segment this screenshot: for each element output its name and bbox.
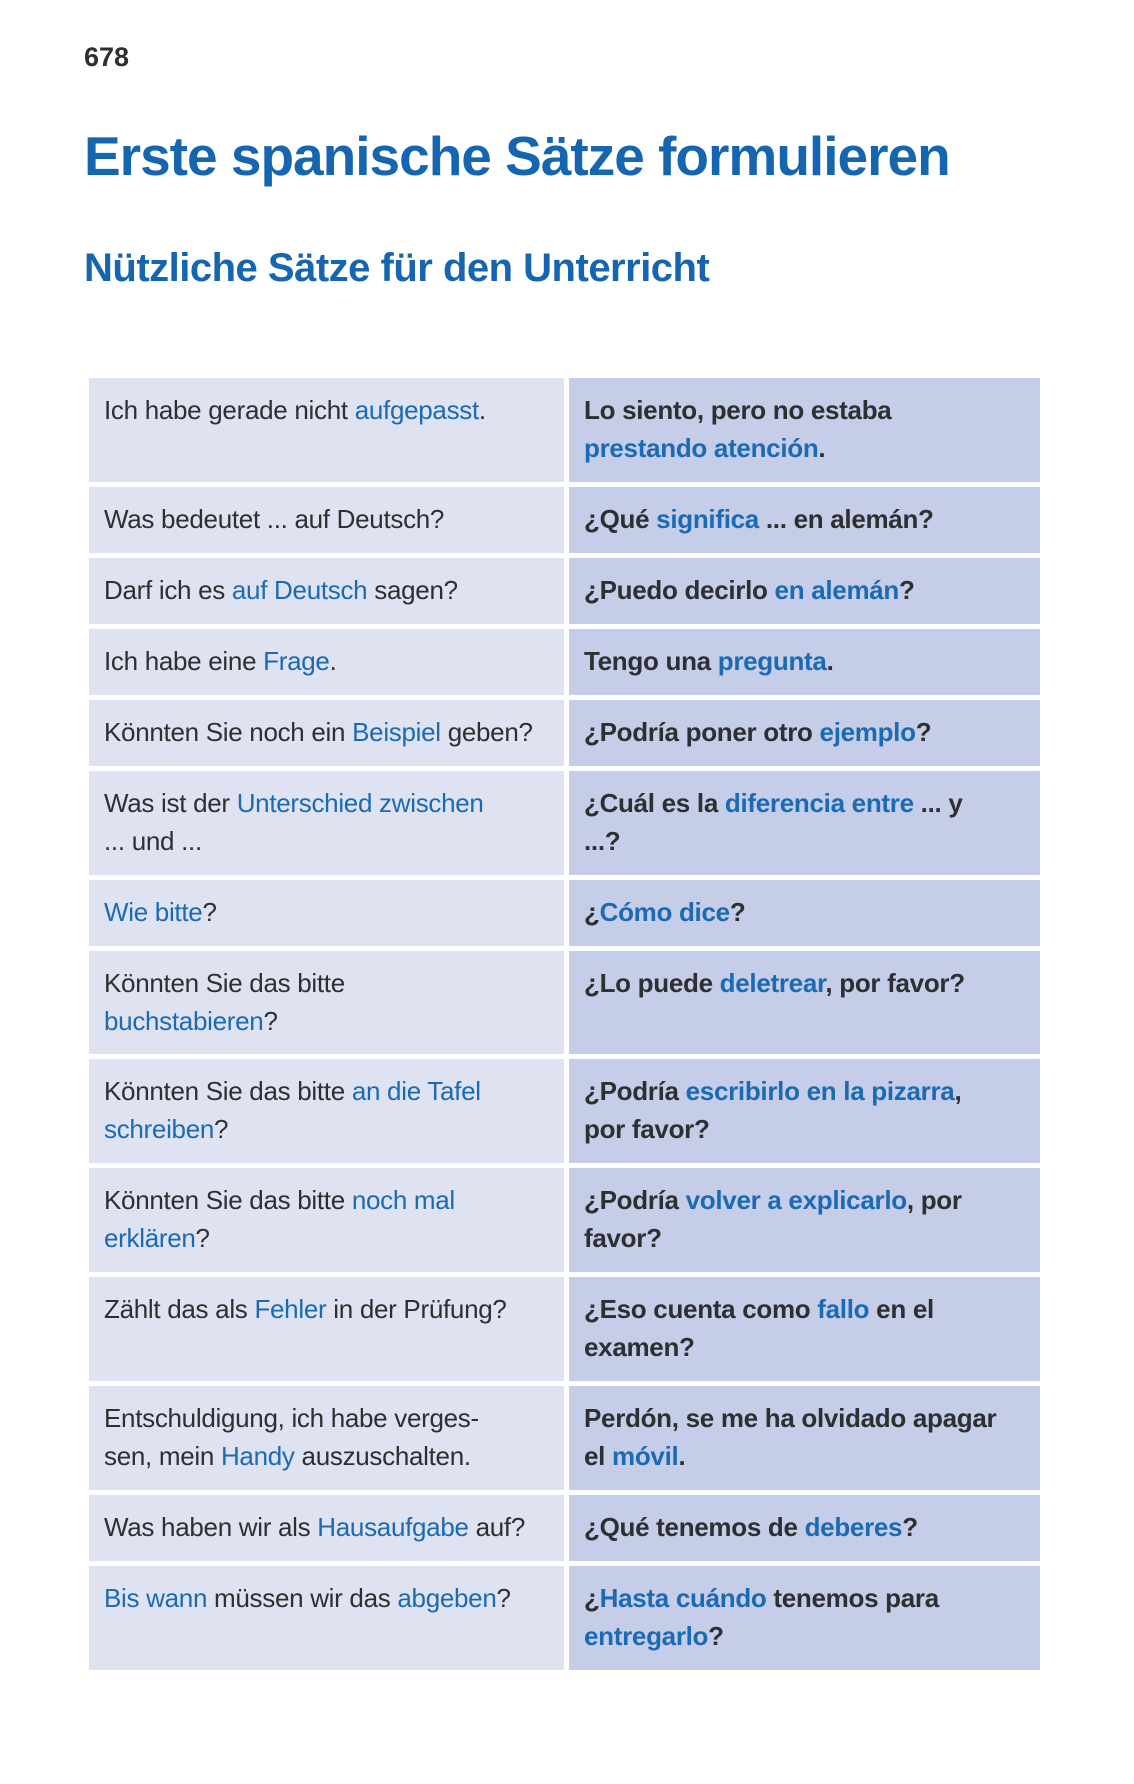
phrase-text: ,: [954, 1076, 962, 1107]
table-row: [89, 378, 1040, 482]
highlighted-word: prestando atención: [584, 432, 819, 463]
phrase-text: ¿Podría poner otro: [584, 716, 820, 747]
table-row: [89, 771, 1040, 875]
phrase-text: Ich habe eine: [104, 645, 264, 676]
phrase-line: [584, 965, 1025, 1003]
phrase-text: tenemos para: [766, 1583, 939, 1614]
phrase-line: [584, 1509, 1025, 1547]
phrase-text: .: [478, 395, 486, 425]
phrase-line: [584, 1580, 1025, 1618]
phrase-text: favor?: [584, 1223, 662, 1254]
phrase-text: ¿Cuál es la: [584, 787, 725, 818]
spanish-phrase-cell: [569, 487, 1040, 553]
german-phrase-cell: [89, 700, 564, 766]
spanish-phrase-cell: [569, 378, 1040, 482]
phrase-text: ¿Eso cuenta como: [584, 1294, 818, 1325]
german-phrase-cell: [89, 378, 564, 482]
phrase-line: [104, 1220, 549, 1258]
phrase-line: [104, 1111, 549, 1149]
highlighted-word: Cómo dice: [599, 896, 730, 927]
highlighted-word: Hasta cuándo: [599, 1583, 767, 1614]
german-phrase-cell: [89, 1059, 564, 1163]
phrase-text: ¿Podría: [584, 1185, 686, 1216]
phrase-line: [584, 572, 1025, 610]
german-phrase-cell: [89, 558, 564, 624]
phrase-text: Was haben wir als: [104, 1512, 318, 1543]
highlighted-word: deletrear: [719, 967, 826, 998]
german-phrase-cell: [89, 1386, 564, 1490]
german-phrase-cell: [89, 1168, 564, 1272]
phrase-line: [104, 1580, 549, 1618]
phrase-text: .: [678, 1441, 686, 1472]
highlighted-word: aufgepasst: [354, 395, 479, 425]
phrase-text: , por: [906, 1185, 962, 1216]
phrase-text: ?: [708, 1621, 724, 1652]
highlighted-word: Wie bitte: [104, 896, 203, 927]
spanish-phrase-cell: [569, 558, 1040, 624]
german-phrase-cell: [89, 951, 564, 1055]
phrase-line: [584, 1438, 1025, 1476]
page-subtitle: Nützliche Sätze für den Unterricht: [84, 246, 710, 290]
phrase-line: [104, 894, 549, 932]
table-row: [89, 487, 1040, 553]
highlighted-word: Handy: [220, 1441, 295, 1472]
highlighted-word: fallo: [817, 1294, 870, 1325]
phrase-text: ?: [729, 896, 746, 927]
phrase-text: Könnten Sie das bitte: [104, 967, 345, 998]
phrase-text: müssen wir das: [207, 1583, 398, 1614]
phrase-text: ¿Podría: [584, 1076, 686, 1107]
table-row: [89, 951, 1040, 1055]
phrase-text: ¿: [584, 1583, 600, 1614]
phrase-line: [584, 643, 1025, 681]
phrase-text: geben?: [440, 716, 533, 747]
phrase-line: [104, 1073, 549, 1111]
phrase-line: [584, 1400, 1025, 1438]
german-phrase-cell: [89, 487, 564, 553]
table-row: [89, 1386, 1040, 1490]
phrase-line: [584, 1182, 1025, 1220]
phrase-line: [584, 823, 1025, 861]
german-phrase-cell: [89, 771, 564, 875]
phrase-text: sagen?: [367, 574, 458, 605]
spanish-phrase-cell: [569, 771, 1040, 875]
highlighted-word: deberes: [804, 1512, 903, 1543]
phrase-text: ¿Qué: [584, 503, 657, 534]
phrase-line: [584, 501, 1025, 539]
phrase-line: [104, 1003, 549, 1041]
phrase-line: [104, 785, 549, 823]
phrase-text: ¿Puedo decirlo: [584, 574, 775, 605]
highlighted-word: Bis wann: [104, 1583, 208, 1614]
page-number: 678: [84, 42, 130, 72]
phrase-line: [104, 1438, 549, 1476]
phrase-line: [584, 1073, 1025, 1111]
phrase-text: ... en alemán?: [758, 503, 934, 534]
phrase-line: [104, 1400, 549, 1438]
phrase-line: [584, 1291, 1025, 1329]
phrase-text: Könnten Sie das bitte: [104, 1185, 352, 1216]
spanish-phrase-cell: [569, 1386, 1040, 1490]
phrase-text: en el: [869, 1294, 934, 1325]
phrase-text: auf?: [468, 1512, 525, 1543]
phrase-text: ¿: [584, 896, 600, 927]
phrase-line: [584, 1618, 1025, 1656]
phrase-text: ... y: [913, 787, 963, 818]
spanish-phrase-cell: [569, 1277, 1040, 1381]
highlighted-word: volver a explicarlo: [685, 1185, 907, 1216]
phrase-text: ?: [195, 1223, 210, 1254]
phrase-line: [584, 894, 1025, 932]
spanish-phrase-cell: [569, 700, 1040, 766]
phrase-text: examen?: [584, 1332, 695, 1363]
phrase-line: [584, 430, 1025, 468]
spanish-phrase-cell: [569, 951, 1040, 1055]
phrase-text: ?: [202, 896, 217, 927]
highlighted-word: entregarlo: [584, 1621, 709, 1652]
phrase-line: [104, 643, 549, 681]
phrase-text: ¿Qué tenemos de: [584, 1512, 805, 1543]
highlighted-word: significa: [656, 503, 759, 534]
phrase-text: por favor?: [584, 1114, 710, 1145]
highlighted-word: Hausaufgabe: [317, 1512, 469, 1543]
phrase-line: [584, 1220, 1025, 1258]
spanish-phrase-cell: [569, 1059, 1040, 1163]
phrase-text: in der Prüfung?: [326, 1294, 507, 1325]
highlighted-word: diferencia entre: [724, 787, 914, 818]
german-phrase-cell: [89, 629, 564, 695]
phrase-text: Tengo una: [584, 645, 718, 676]
phrase-line: [584, 1329, 1025, 1367]
phrase-text: ?: [899, 574, 915, 605]
phrase-line: [584, 392, 1025, 430]
highlighted-word: Frage: [263, 645, 330, 676]
phrase-text: Perdón, se me ha olvidado apagar: [584, 1403, 997, 1434]
phrase-text: ?: [214, 1114, 229, 1145]
highlighted-word: abgeben: [397, 1583, 497, 1614]
table-row: [89, 1495, 1040, 1561]
highlighted-word: schreiben: [104, 1114, 215, 1145]
phrase-text: auszuschalten.: [294, 1441, 471, 1472]
phrase-line: [104, 1509, 549, 1547]
table-row: [89, 1566, 1040, 1670]
phrase-line: [104, 1291, 549, 1329]
highlighted-word: Beispiel: [352, 716, 441, 747]
phrase-line: [104, 1182, 549, 1220]
phrase-text: Zählt das als: [104, 1294, 255, 1325]
highlighted-word: pregunta: [717, 645, 827, 676]
phrase-text: ...?: [584, 825, 621, 856]
phrase-line: [104, 572, 549, 610]
phrase-text: Könnten Sie das bitte: [104, 1076, 352, 1107]
phrase-text: ¿Lo puede: [584, 967, 720, 998]
phrase-text: ?: [915, 716, 932, 747]
table-row: [89, 629, 1040, 695]
table-row: [89, 1059, 1040, 1163]
phrase-line: [104, 501, 549, 539]
highlighted-word: auf Deutsch: [231, 574, 368, 605]
spanish-phrase-cell: [569, 1495, 1040, 1561]
spanish-phrase-cell: [569, 1168, 1040, 1272]
phrase-text: ?: [263, 1005, 278, 1036]
phrase-line: [104, 823, 549, 861]
phrase-line: [104, 965, 549, 1003]
phrase-line: [104, 714, 549, 752]
table-row: [89, 880, 1040, 946]
phrase-text: Lo siento, pero no estaba: [584, 395, 892, 425]
phrase-text: .: [818, 432, 826, 463]
phrase-text: ?: [902, 1512, 918, 1543]
table-row: [89, 700, 1040, 766]
phrase-line: [584, 785, 1025, 823]
highlighted-word: móvil: [612, 1441, 679, 1472]
phrase-text: sen, mein: [104, 1441, 221, 1472]
german-phrase-cell: [89, 1495, 564, 1561]
highlighted-word: an die Tafel: [351, 1076, 481, 1107]
phrase-text: Könnten Sie noch ein: [104, 716, 353, 747]
highlighted-word: buchstabieren: [104, 1005, 264, 1036]
spanish-phrase-cell: [569, 629, 1040, 695]
phrase-text: Entschuldigung, ich habe verges-: [104, 1403, 479, 1434]
highlighted-word: ejemplo: [819, 716, 916, 747]
phrase-text: el: [584, 1441, 613, 1472]
highlighted-word: en alemán: [774, 574, 900, 605]
phrase-table: [89, 378, 1040, 1670]
highlighted-word: erklären: [104, 1223, 196, 1254]
phrase-line: [104, 392, 549, 430]
phrase-text: Was bedeutet ... auf Deutsch?: [104, 503, 445, 534]
highlighted-word: noch mal: [351, 1185, 455, 1216]
table-row: [89, 558, 1040, 624]
german-phrase-cell: [89, 1566, 564, 1670]
phrase-text: Ich habe gerade nicht: [104, 395, 355, 425]
spanish-phrase-cell: [569, 880, 1040, 946]
phrase-line: [584, 714, 1025, 752]
phrase-text: ... und ...: [104, 825, 202, 856]
phrase-line: [584, 1111, 1025, 1149]
page-title: Erste spanische Sätze formulieren: [84, 125, 950, 187]
phrase-text: Was ist der: [104, 787, 237, 818]
table-row: [89, 1277, 1040, 1381]
german-phrase-cell: [89, 880, 564, 946]
highlighted-word: Unterschied zwischen: [236, 787, 484, 818]
table-row: [89, 1168, 1040, 1272]
phrase-text: , por favor?: [825, 967, 965, 998]
german-phrase-cell: [89, 1277, 564, 1381]
highlighted-word: escribirlo en la pizarra: [685, 1076, 955, 1107]
phrase-text: .: [826, 645, 834, 676]
phrase-text: .: [329, 645, 337, 676]
spanish-phrase-cell: [569, 1566, 1040, 1670]
phrase-text: Darf ich es: [104, 574, 232, 605]
phrase-text: ?: [496, 1583, 511, 1614]
highlighted-word: Fehler: [254, 1294, 327, 1325]
